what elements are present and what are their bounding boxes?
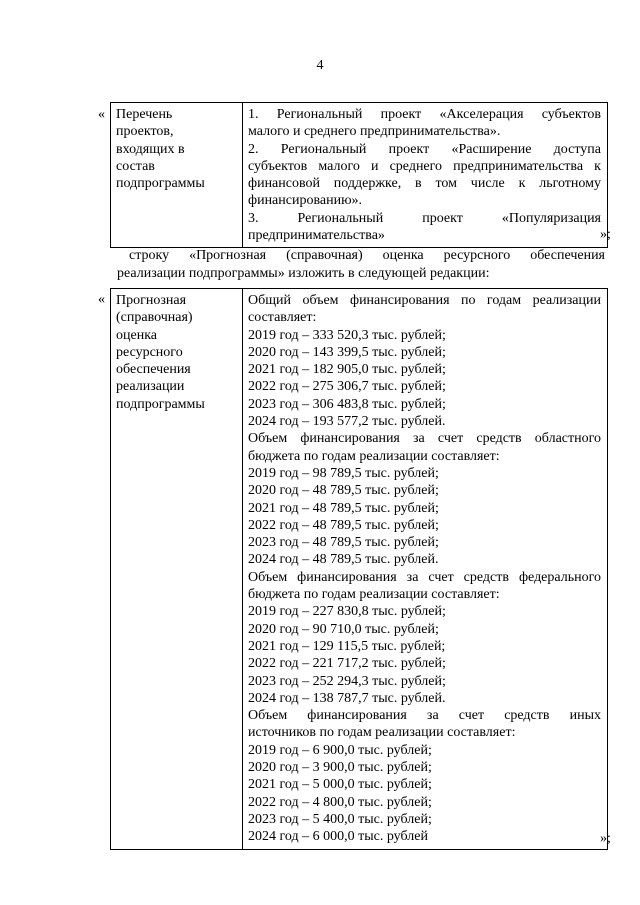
year-amount-line: 2021 год – 5 000,0 тыс. рублей;: [248, 777, 432, 793]
project-item-1: 1. Региональный проект «Акселерация субъектов: [248, 107, 601, 122]
year-amount-line: 2024 год – 48 789,5 тыс. рублей.: [248, 552, 439, 568]
year-amount-line: 2020 год – 3 900,0 тыс. рублей;: [248, 760, 432, 776]
section-heading: Общий объем финансирования по годам реализации: [248, 293, 601, 308]
year-amount-line: 2021 год – 182 905,0 тыс. рублей;: [248, 362, 446, 378]
instruction-paragraph-cont: [117, 265, 607, 283]
label-line: подпрограммы: [116, 176, 205, 192]
project-item-2-cont: финансированию».: [248, 193, 363, 209]
project-item-1-cont: малого и среднего предпринимательства».: [248, 124, 501, 140]
opening-quote-mark: «: [98, 292, 105, 307]
label-line: (справочная): [116, 310, 193, 326]
label-line: реализации: [116, 379, 185, 395]
year-amount-line: 2021 год – 129 115,5 тыс. рублей;: [248, 638, 446, 654]
year-amount-line: 2024 год – 138 787,7 тыс. рублей.: [248, 690, 446, 706]
label-line: обеспечения: [116, 362, 191, 378]
year-amount-line: 2020 год – 48 789,5 тыс. рублей;: [248, 483, 439, 499]
year-amount-line: 2019 год – 98 789,5 тыс. рублей;: [248, 465, 439, 481]
label-line: Прогнозная: [116, 293, 187, 308]
label-line: ресурсного: [116, 344, 183, 360]
table-label-cell: [111, 103, 243, 248]
section-heading: Объем финансирования за счет средств иных: [248, 708, 601, 724]
year-amount-line: 2019 год – 6 900,0 тыс. рублей;: [248, 742, 432, 758]
year-amount-line: 2022 год – 48 789,5 тыс. рублей;: [248, 517, 439, 533]
table-row: [111, 289, 608, 850]
section-heading-cont: составляет:: [248, 310, 317, 326]
label-line: проектов,: [116, 124, 174, 140]
opening-quote-mark: «: [98, 107, 105, 122]
label-line: оценка: [116, 327, 158, 343]
year-amount-line: 2022 год – 4 800,0 тыс. рублей;: [248, 794, 432, 810]
year-amount-line: 2024 год – 6 000,0 тыс. рублей: [248, 829, 428, 845]
paragraph-line: строку «Прогнозная (справочная) оценка ресурсного обеспечения: [129, 248, 605, 263]
label-line: Перечень: [116, 107, 173, 122]
project-item-2: 2. Региональный проект «Расширение доступа: [248, 141, 601, 157]
table-label-cell: [111, 289, 243, 850]
instruction-paragraph: [115, 247, 605, 265]
year-amount-line: 2023 год – 306 483,8 тыс. рублей;: [248, 396, 446, 412]
label-line: подпрограммы: [116, 396, 205, 412]
table-row: [111, 103, 608, 248]
year-amount-line: 2023 год – 48 789,5 тыс. рублей;: [248, 535, 439, 551]
project-item-3-cont: предпринимательства»: [248, 228, 385, 244]
year-amount-line: 2021 год – 48 789,5 тыс. рублей;: [248, 500, 439, 516]
label-line: входящих в: [116, 141, 185, 157]
closing-quote-mark: »;: [600, 831, 611, 846]
table-content-cell: [243, 289, 608, 850]
table-content-cell: [243, 103, 608, 248]
closing-quote-mark: »;: [600, 227, 611, 242]
year-amount-line: 2024 год – 193 577,2 тыс. рублей.: [248, 414, 446, 430]
section-heading-cont: бюджета по годам реализации составляет:: [248, 587, 500, 603]
section-heading: Объем финансирования за счет средств областного: [248, 431, 601, 447]
section-heading-cont: источников по годам реализации составляет:: [248, 725, 516, 741]
project-item-2-cont: субъектов малого и среднего предпринимательства к: [248, 158, 601, 174]
year-amount-line: 2019 год – 227 830,8 тыс. рублей;: [248, 604, 446, 620]
label-line: состав: [116, 158, 155, 174]
year-amount-line: 2023 год – 252 294,3 тыс. рублей;: [248, 673, 446, 689]
paragraph-line: реализации подпрограммы» изложить в следующей редакции:: [117, 266, 490, 281]
year-amount-line: 2022 год – 221 717,2 тыс. рублей;: [248, 656, 446, 672]
resource-estimate-table: [110, 288, 608, 850]
year-amount-line: 2023 год – 5 400,0 тыс. рублей;: [248, 811, 432, 827]
page-number: 4: [316, 58, 324, 73]
project-item-2-cont: финансовой поддержке, в том числе к льготному: [248, 176, 601, 192]
year-amount-line: 2020 год – 90 710,0 тыс. рублей;: [248, 621, 439, 637]
year-amount-line: 2020 год – 143 399,5 тыс. рублей;: [248, 344, 446, 360]
projects-table: [110, 102, 608, 248]
section-heading: Объем финансирования за счет средств федерального: [248, 569, 601, 585]
year-amount-line: 2022 год – 275 306,7 тыс. рублей;: [248, 379, 446, 395]
section-heading-cont: бюджета по годам реализации составляет:: [248, 448, 500, 464]
project-item-3: 3. Региональный проект «Популяризация: [248, 210, 601, 226]
year-amount-line: 2019 год – 333 520,3 тыс. рублей;: [248, 327, 446, 343]
